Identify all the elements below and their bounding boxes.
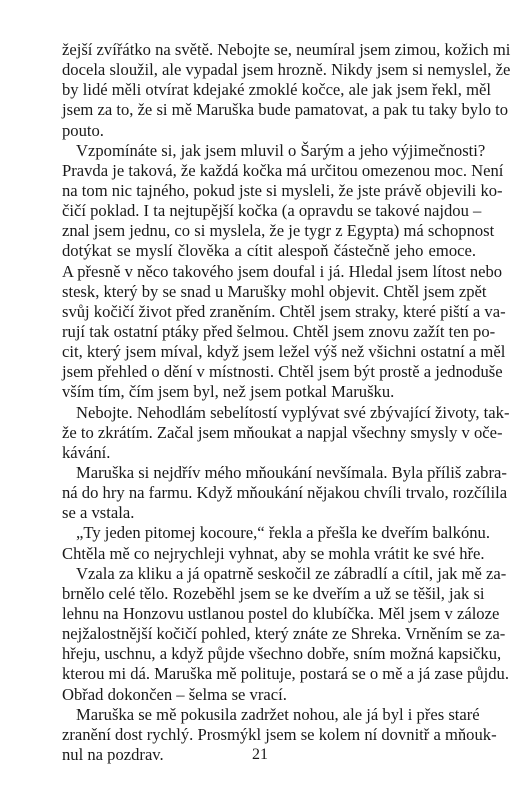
text-line: nul na pozdrav.	[62, 744, 164, 764]
text-line: svůj kočičí život před zraněním. Chtěl jsem straky, které piští a va-	[62, 301, 506, 321]
text-line: cit, který jsem míval, když jsem ležel výš než všichni ostatní a měl	[62, 342, 506, 362]
text-line: kterou mi dá. Maruška mě polituje, postará se o mě a já zase půjdu.	[62, 664, 509, 684]
text-line: by lidé měli otvírat kdejaké zmoklé kočce, ale jak jsem řekl, měl	[62, 80, 491, 100]
text-line: dotýkat se myslí člověka a cítit alespoň částečně jeho emoce.	[62, 241, 476, 261]
text-line: na tom nic tajného, pokud jste si mysleli, že jste právě objevili ko-	[62, 180, 503, 200]
text-line: jsem přehled o dění v místnosti. Chtěl jsem být prostě a jednoduše	[62, 362, 503, 382]
text-line: se a vstala.	[62, 503, 135, 523]
text-line: hřeju, uschnu, a když půjde všechno dobře, sním možná kapsičku,	[62, 644, 502, 664]
text-line: nejžalostnější kočičí pohled, který znáte ze Shreka. Vrněním se za-	[62, 624, 506, 644]
text-line: zranění dost rychlý. Prosmýkl jsem se kolem ní dovnitř a mňouk-	[62, 724, 497, 744]
text-line: stesk, který by se snad u Marušky mohl objevit. Chtěl jsem zpět	[62, 281, 487, 301]
text-line: že to zkrátím. Začal jsem mňoukat a napjal všechny smysly v oče-	[62, 422, 503, 442]
text-line: znal jsem jednu, co si myslela, že je tygr z Egypta) má schopnost	[62, 221, 495, 241]
text-line: A přesně v něco takového jsem doufal i já. Hledal jsem lítost nebo	[62, 261, 503, 281]
text-line: lehnu na Honzovu ustlanou postel do klubíčka. Měl jsem v záloze	[62, 603, 500, 623]
text-line: čičí poklad. I ta nejtupější kočka (a opravdu se takové najdou –	[62, 201, 482, 221]
text-line: Nebojte. Nehodlám sebelítostí vyplývat své zbývající životy, tak-	[76, 402, 510, 422]
text-line: brnělo celé tělo. Rozeběhl jsem se ke dveřím a už se těšil, jak si	[62, 583, 485, 603]
page-number: 21	[252, 746, 268, 763]
text-line: Chtěla mě co nejrychleji vyhnat, aby se mohla vrátit ke své hře.	[62, 543, 485, 563]
text-line: Vzala za kliku a já opatrně seskočil ze zábradlí a cítil, jak mě za-	[76, 563, 507, 583]
body-text	[62, 40, 511, 765]
text-line: Vzpomínáte si, jak jsem mluvil o Šarým a jeho výjimečnosti?	[76, 140, 486, 160]
text-line: vším tím, čím jsem byl, než jsem potkal Marušku.	[62, 382, 395, 402]
text-line: Obřad dokončen – šelma se vrací.	[62, 684, 287, 704]
text-line: jsem za to, že si mě Maruška bude pamatovat, a pak tu taky bylo to	[62, 100, 509, 120]
text-line: kávání.	[62, 442, 111, 462]
text-line: ná do hry na farmu. Když mňoukání nějakou chvíli trvalo, rozčílila	[62, 483, 508, 503]
text-line: „Ty jeden pitomej kocoure,“ řekla a přešla ke dveřím balkónu.	[76, 523, 490, 543]
text-line: rují tak ostatní ptáky před šelmou. Chtěl jsem znovu zažít ten po-	[62, 321, 496, 341]
text-line: žejší zvířátko na světě. Nebojte se, neumíral jsem zimou, kožich mi	[62, 40, 511, 59]
text-line: Maruška si nejdřív mého mňoukání nevšímala. Byla příliš zabra-	[76, 462, 507, 482]
text-line: Pravda je taková, že každá kočka má určitou omezenou moc. Není	[62, 160, 504, 180]
text-line: pouto.	[62, 120, 104, 140]
text-line: docela sloužil, ale vypadal jsem hrozně. Nikdy jsem si nemyslel, že	[62, 60, 511, 80]
text-line: Maruška se mě pokusila zadržet nohou, ale já byl i přes staré	[76, 704, 480, 724]
